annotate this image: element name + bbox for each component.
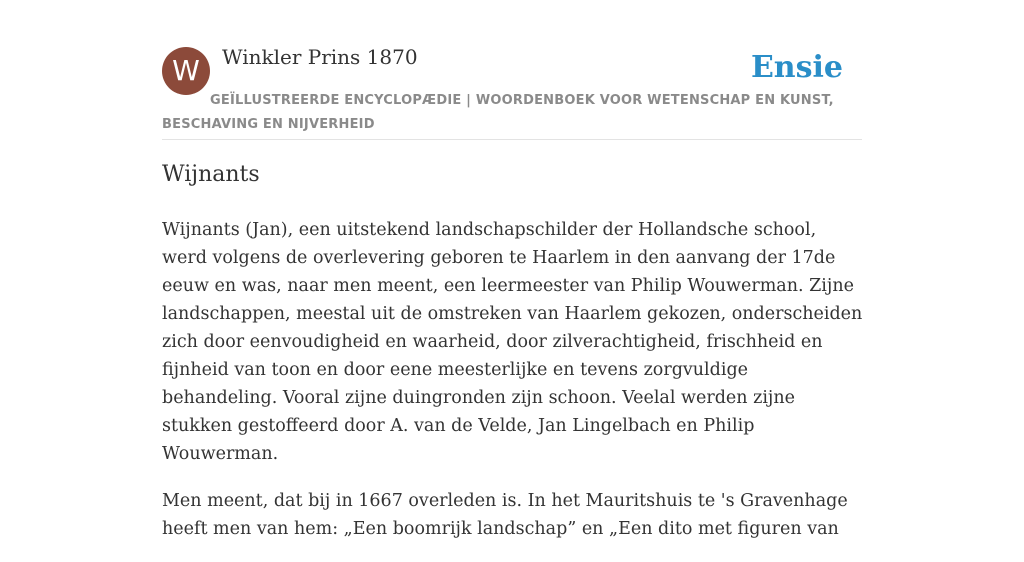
entry-body <box>162 216 866 562</box>
source-subtitle: GEÏLLUSTREERDE ENCYCLOPÆDIE | WOORDENBOEK VOOR WETENSCHAP EN KUNST, BESCHAVING EN NIJVERHEID <box>162 93 834 132</box>
source-avatar[interactable]: W <box>162 47 210 95</box>
source-title[interactable]: Winkler Prins 1870 <box>222 45 418 69</box>
entry-paragraph: Men meent, dat bij in 1667 overleden is. In het Mauritshuis te 's Gravenhage heeft men van hem: „Een boomrijk landschap” en „Een dito met figuren van <box>162 491 848 539</box>
header-divider <box>162 139 862 140</box>
entry-paragraph: Wijnants (Jan), een uitstekend landschapschilder der Hollandsche school, werd volgens de overlevering geboren te Haarlem in den aanvang der 17de eeuw en was, naar men meent, een leermeester van Philip Wouwerman. Zijne landschappen, meestal uit de omstreken van Haarlem gekozen, onderscheiden zich door eenvoudigheid en waarheid, door zilverachtigheid, frischheid en fijnheid van toon en door eene meesterlijke en tevens zorgvuldige behandeling. Vooral zijne duingronden zijn schoon. Veelal werden zijne stukken gestoffeerd door A. van de Velde, Jan Lingelbach en Philip Wouwerman. <box>162 220 863 464</box>
entry-title: Wijnants <box>162 162 260 187</box>
brand-logo[interactable]: Ensie <box>750 50 843 85</box>
